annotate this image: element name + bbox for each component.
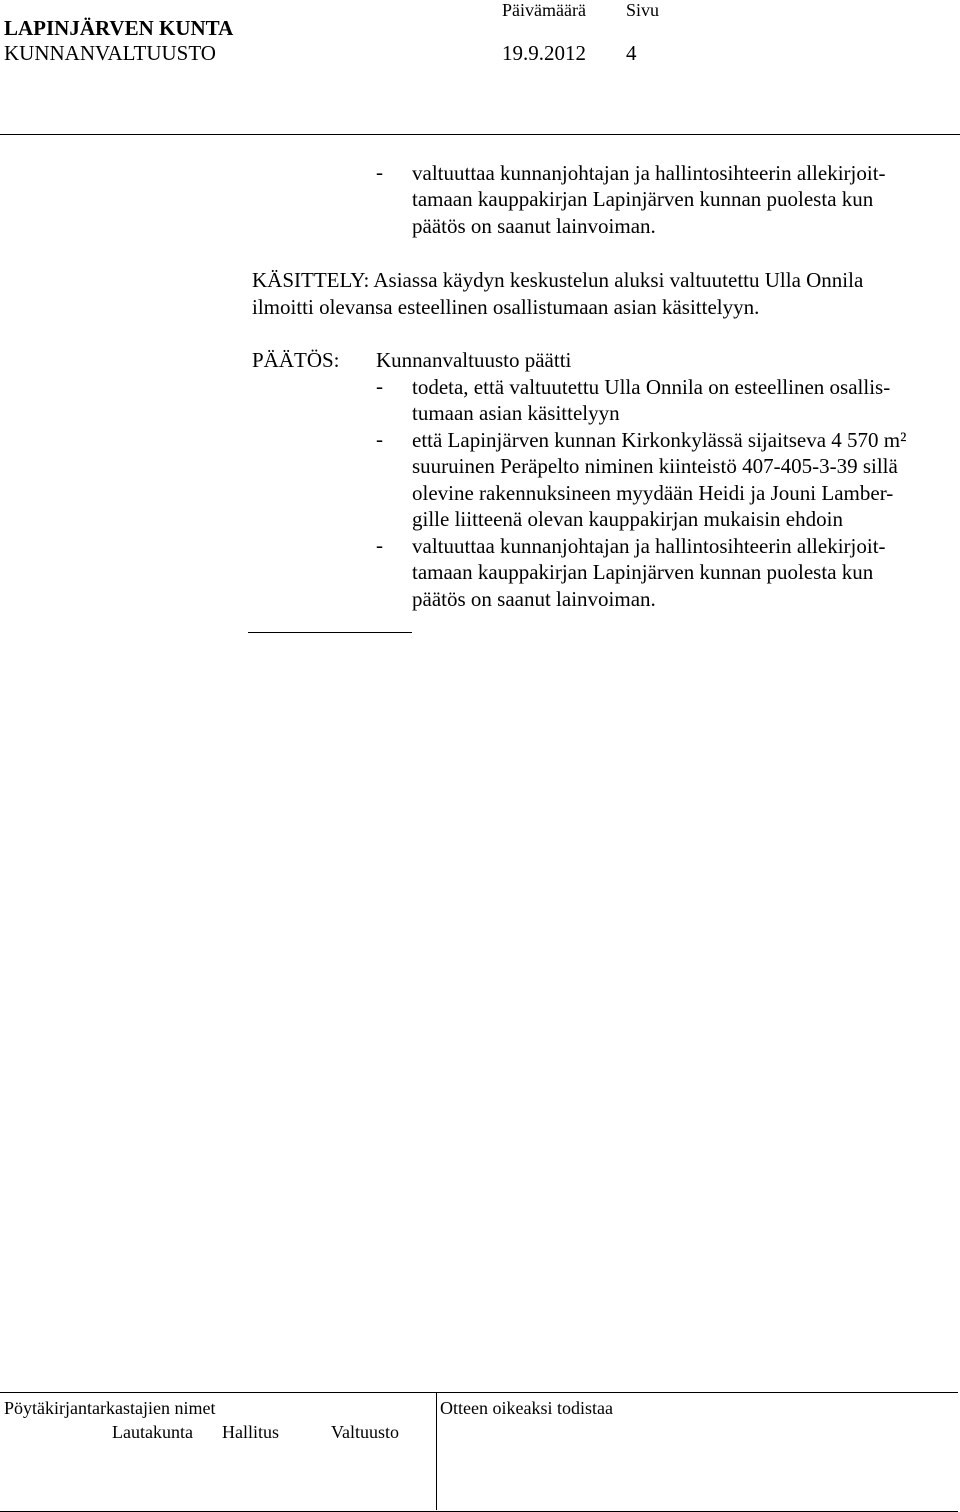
text-line: olevine rakennuksineen myydään Heidi ja Jouni Lamber- bbox=[412, 481, 894, 505]
list-dash: - bbox=[376, 427, 383, 451]
text-line: päätös on saanut lainvoiman. bbox=[412, 214, 656, 238]
text-line: KÄSITTELY: Asiassa käydyn keskustelun aluksi valtuutettu Ulla Onnila bbox=[252, 268, 864, 292]
paatos-intro: Kunnanvaltuusto päätti bbox=[376, 348, 572, 372]
paatos-label: PÄÄTÖS: bbox=[252, 348, 340, 372]
text-line: tamaan kauppakirjan Lapinjärven kunnan puolesta kun bbox=[412, 187, 874, 211]
text-line: ilmoitti olevansa esteellinen osallistumaan asian käsittelyyn. bbox=[252, 295, 760, 319]
date-label: Päivämäärä bbox=[502, 0, 586, 20]
text-line: suuruinen Peräpelto niminen kiinteistö 407-405-3-39 sillä bbox=[412, 454, 898, 478]
footer-body-valtuusto: Valtuusto bbox=[331, 1422, 400, 1442]
certify-label: Otteen oikeaksi todistaa bbox=[440, 1398, 613, 1418]
board-name: KUNNANVALTUUSTO bbox=[4, 41, 216, 65]
text-line: tamaan kauppakirjan Lapinjärven kunnan puolesta kun bbox=[412, 560, 874, 584]
document-date: 19.9.2012 bbox=[502, 41, 586, 65]
list-dash: - bbox=[376, 374, 383, 398]
checkers-label: Pöytäkirjantarkastajien nimet bbox=[4, 1398, 216, 1418]
text-line: tumaan asian käsittelyyn bbox=[412, 401, 620, 425]
text-line: päätös on saanut lainvoiman. bbox=[412, 587, 656, 611]
text-line: että Lapinjärven kunnan Kirkonkylässä sijaitseva 4 570 m² bbox=[412, 428, 907, 452]
text-line: valtuuttaa kunnanjohtajan ja hallintosihteerin allekirjoit- bbox=[412, 161, 886, 185]
list-dash: - bbox=[376, 533, 383, 557]
text-line: valtuuttaa kunnanjohtajan ja hallintosihteerin allekirjoit- bbox=[412, 534, 886, 558]
text-line: todeta, että valtuutettu Ulla Onnila on esteellinen osallis- bbox=[412, 375, 891, 399]
text-line: gille liitteenä olevan kauppakirjan mukaisin ehdoin bbox=[412, 507, 843, 531]
organization-name: LAPINJÄRVEN KUNTA bbox=[4, 16, 234, 40]
footer-divider bbox=[436, 1392, 437, 1510]
footer-body-hallitus: Hallitus bbox=[222, 1422, 279, 1442]
section-end-rule bbox=[248, 632, 412, 633]
page-number: 4 bbox=[626, 41, 637, 65]
page-label: Sivu bbox=[626, 0, 660, 20]
footer-body-lautakunta: Lautakunta bbox=[112, 1422, 193, 1442]
list-dash: - bbox=[376, 160, 383, 184]
header-divider bbox=[0, 134, 960, 135]
